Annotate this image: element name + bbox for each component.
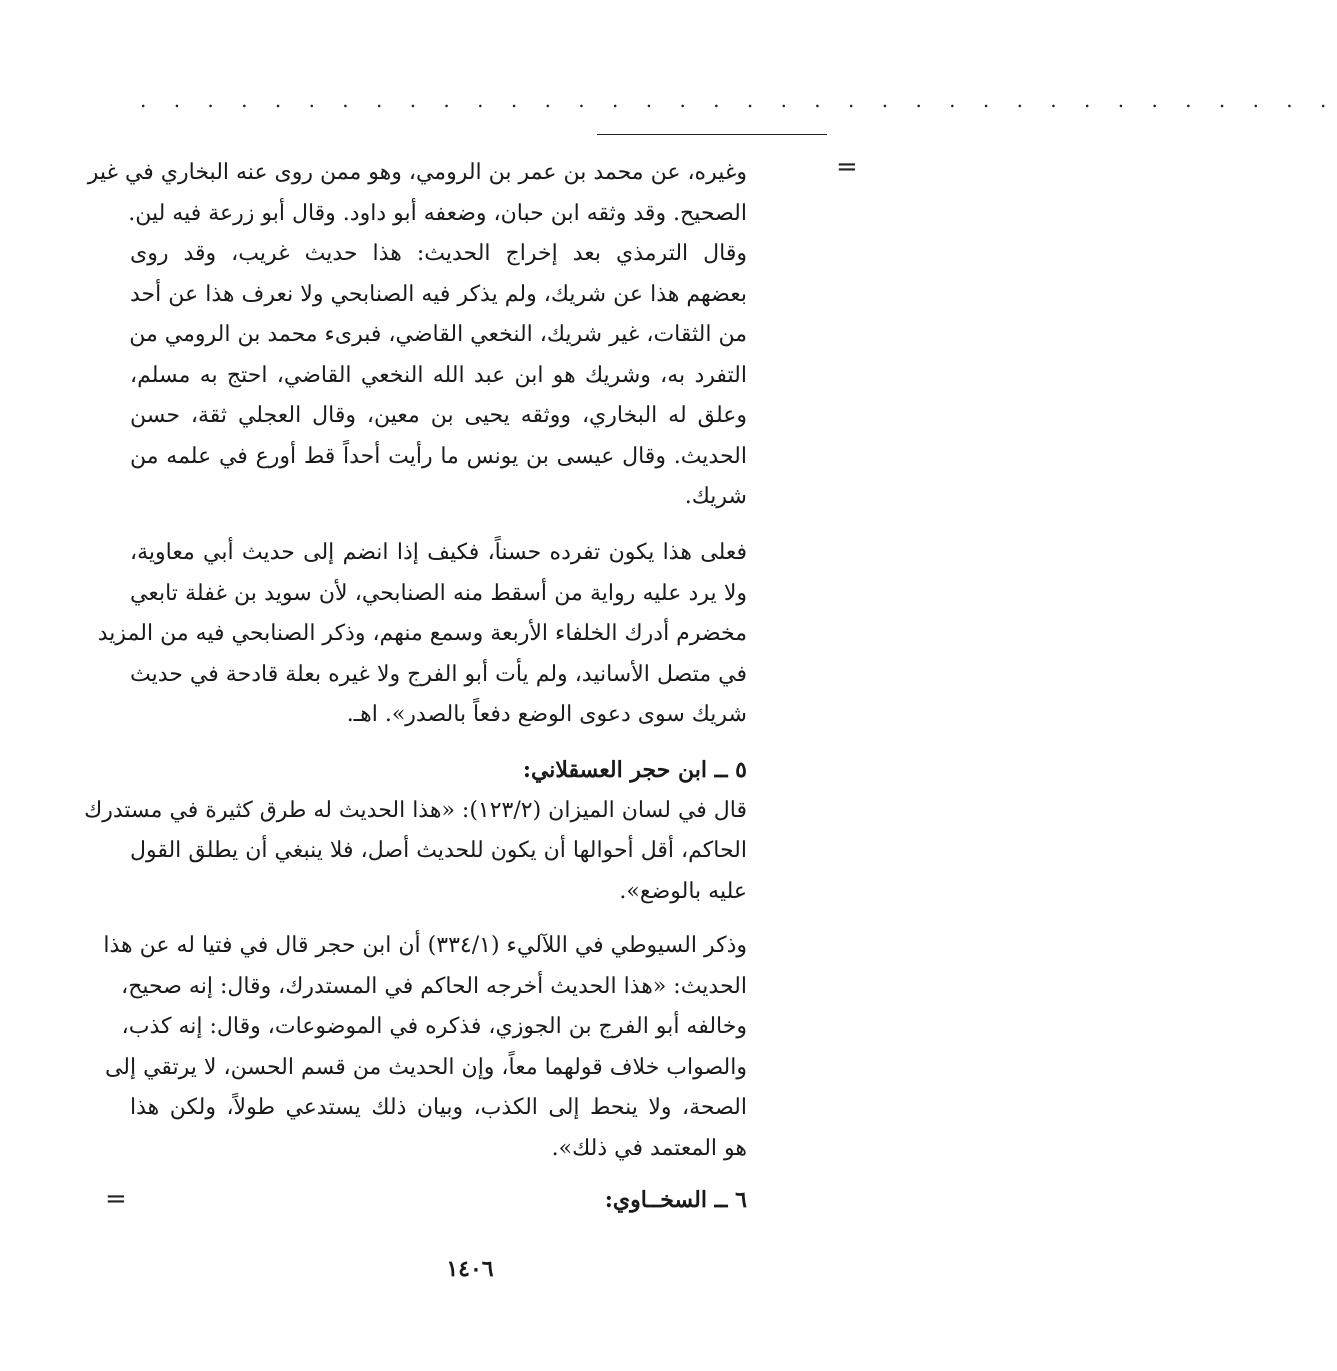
page-number: ١٤٠٦ [446,1256,494,1282]
section-6 [130,1180,747,1221]
text-line: الحديث: «هذا الحديث أخرجه الحاكم في المستدرك، وقال: إنه صحيح، [121,973,747,999]
text-line: وعلق له البخاري، ووثقه يحيى بن معين، وقال العجلي ثقة، حسن [130,403,747,428]
text-line: فعلى هذا يكون تفرده حسناً، فكيف إذا انضم إلى حديث أبي معاوية، [130,540,747,565]
text-line: هو المعتمد في ذلك». [551,1135,747,1161]
dotted-separator: . . . . . . . . . . . . . . . . . . . . . . . . . . . . . . . . . . . . [140,88,1337,112]
section-heading-5: ٥ ــ ابن حجر العسقلاني: [522,757,747,783]
text-line: وذكر السيوطي في اللآليء (٣٣٤/١) أن ابن حجر قال في فتيا له عن هذا [103,933,747,958]
text-line: في متصل الأسانيد، ولم يأت أبو الفرج ولا غيره بعلة قادحة في حديث [130,661,747,687]
section-heading-6: ٦ ــ السخــاوي: [604,1187,747,1213]
text-line: عليه بالوضع». [619,878,747,904]
text-line: بعضهم هذا عن شريك، ولم يذكر فيه الصنابحي ولا نعرف هذا عن أحد [130,281,747,307]
text-line: وخالفه أبو الفرج بن الجوزي، فذكره في الموضوعات، وقال: إنه كذب، [121,1014,747,1039]
continuation-mark-bottom: = [105,1184,127,1214]
footnote-rule [597,134,827,135]
section-5 [84,750,747,912]
text-line: الحديث. وقال عيسى بن يونس ما رأيت أحداً قط أورع في علمه من [130,443,747,469]
text-line: شريك سوى دعوى الوضع دفعاً بالصدر». اهـ. [346,702,747,727]
paragraph-2 [97,533,747,736]
paragraph-4 [103,926,747,1169]
text-line: ولا يرد عليه رواية من أسقط منه الصنابحي، لأن سويد بن غفلة تابعي [130,580,747,606]
text-line: الحاكم، أقل أحوالها أن يكون للحديث أصل، فلا ينبغي أن يطلق القول [130,838,747,863]
continuation-mark-top: = [836,152,858,182]
text-line: الصحة، ولا ينحط إلى الكذب، وبيان ذلك يستدعي طولاً، ولكن هذا [130,1095,747,1120]
text-line: من الثقات، غير شريك، النخعي القاضي، فبرىء محمد بن الرومي من [129,322,747,347]
text-line: والصواب خلاف قولهما معاً، وإن الحديث من قسم الحسن، لا يرتقي إلى [104,1054,747,1080]
text-line: مخضرم أدرك الخلفاء الأربعة وسمع منهم، وذكر الصنابحي فيه من المزيد [97,621,747,646]
text-line: شريك. [684,484,747,509]
text-line: قال في لسان الميزان (١٢٣/٢): «هذا الحديث له طرق كثيرة في مستدرك [84,797,747,823]
text-line: وغيره، عن محمد بن عمر بن الرومي، وهو ممن روى عنه البخاري في غير [87,160,747,185]
text-line: التفرد به، وشريك هو ابن عبد الله النخعي القاضي، احتج به مسلم، [130,362,747,388]
text-line: وقال الترمذي بعد إخراج الحديث: هذا حديث غريب، وقد روى [130,241,747,266]
text-line: الصحيح. وقد وثقه ابن حبان، وضعفه أبو داود. وقال أبو زرعة فيه لين. [128,200,747,226]
paragraph-1 [87,153,747,518]
